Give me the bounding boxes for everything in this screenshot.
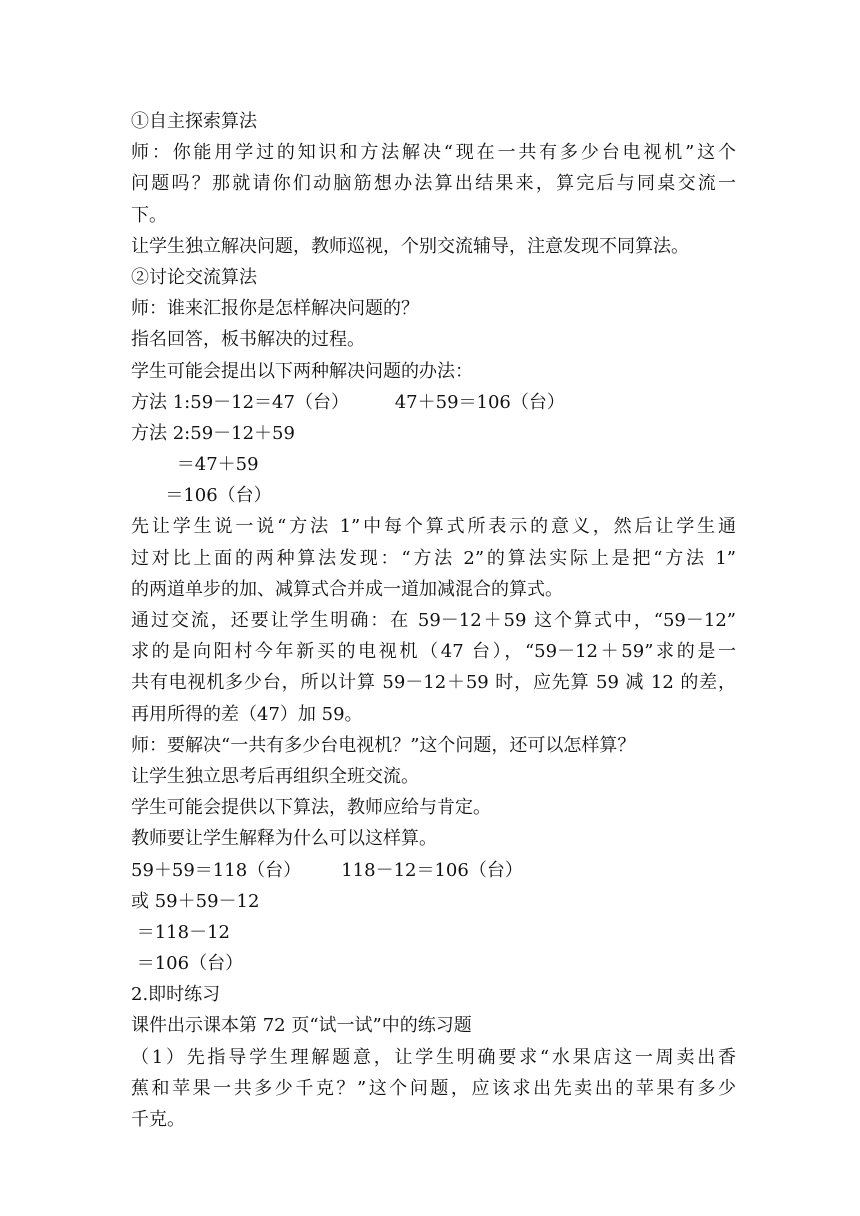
formula-line: ＝106（台） (131, 953, 244, 975)
text-line: 问题吗？那就请你们动脑筋想办法算出结果来，算完后与同桌交流一 (131, 173, 736, 195)
text-line: 师：要解决“一共有多少台电视机？”这个问题，还可以怎样算？ (131, 734, 636, 756)
text-line: 师：你能用学过的知识和方法解决“现在一共有多少台电视机”这个 (131, 142, 736, 164)
text-line: 先让学生说一说“方法 1”中每个算式所表示的意义，然后让学生通 (131, 516, 736, 538)
text-line: 求的是向阳村今年新买的电视机（47 台），“59－12＋59”求的是一 (131, 641, 736, 663)
formula-line: 方法 2:59－12＋59 (131, 422, 295, 444)
formula-line: 方法 1:59－12＝47（台） 47＋59＝106（台） (131, 391, 565, 413)
text-line: 蕉和苹果一共多少千克？”这个问题，应该求出先卖出的苹果有多少 (131, 1077, 736, 1099)
text-line: 千克。 (131, 1109, 185, 1130)
text-line: 过对比上面的两种算法发现：“方法 2”的算法实际上是把“方法 1” (131, 547, 736, 569)
text-line: 让学生独立解决问题，教师巡视，个别交流辅导，注意发现不同算法。 (131, 235, 689, 257)
text-line: 让学生独立思考后再组织全班交流。 (131, 765, 419, 787)
formula-line: 或 59＋59－12 (131, 890, 260, 912)
text-line: 课件出示课本第 72 页“试一试”中的练习题 (131, 1015, 472, 1037)
text-line: 学生可能会提供以下算法，教师应给与肯定。 (131, 797, 491, 819)
formula-line: ＝47＋59 (131, 454, 259, 476)
text-line: 教师要让学生解释为什么可以这样算。 (131, 828, 437, 850)
text-line: 师：谁来汇报你是怎样解决问题的？ (131, 298, 419, 320)
text-line: 通过交流，还要让学生明确：在 59－12＋59 这个算式中，“59－12” (131, 610, 736, 631)
heading-practice: 2.即时练习 (131, 984, 221, 1006)
text-line: 学生可能会提出以下两种解决问题的办法： (131, 360, 473, 382)
heading-self-explore: ①自主探索算法 (131, 111, 257, 132)
formula-line: 59＋59＝118（台） 118－12＝106（台） (131, 859, 523, 881)
formula-line: ＝106（台） (131, 485, 272, 507)
text-line: 指名回答，板书解决的过程。 (131, 329, 365, 351)
heading-discuss: ②讨论交流算法 (131, 266, 257, 288)
formula-line: ＝118－12 (131, 921, 230, 943)
document-page (131, 106, 736, 1135)
text-line: 再用所得的差（47）加 59。 (131, 703, 363, 725)
text-line: 的两道单步的加、减算式合并成一道加减混合的算式。 (131, 578, 563, 600)
text-line: 共有电视机多少台，所以计算 59－12＋59 时，应先算 59 减 12 的差， (131, 672, 736, 694)
text-line: 下。 (131, 204, 167, 226)
text-line: （1）先指导学生理解题意，让学生明确要求“水果店这一周卖出香 (131, 1046, 736, 1068)
